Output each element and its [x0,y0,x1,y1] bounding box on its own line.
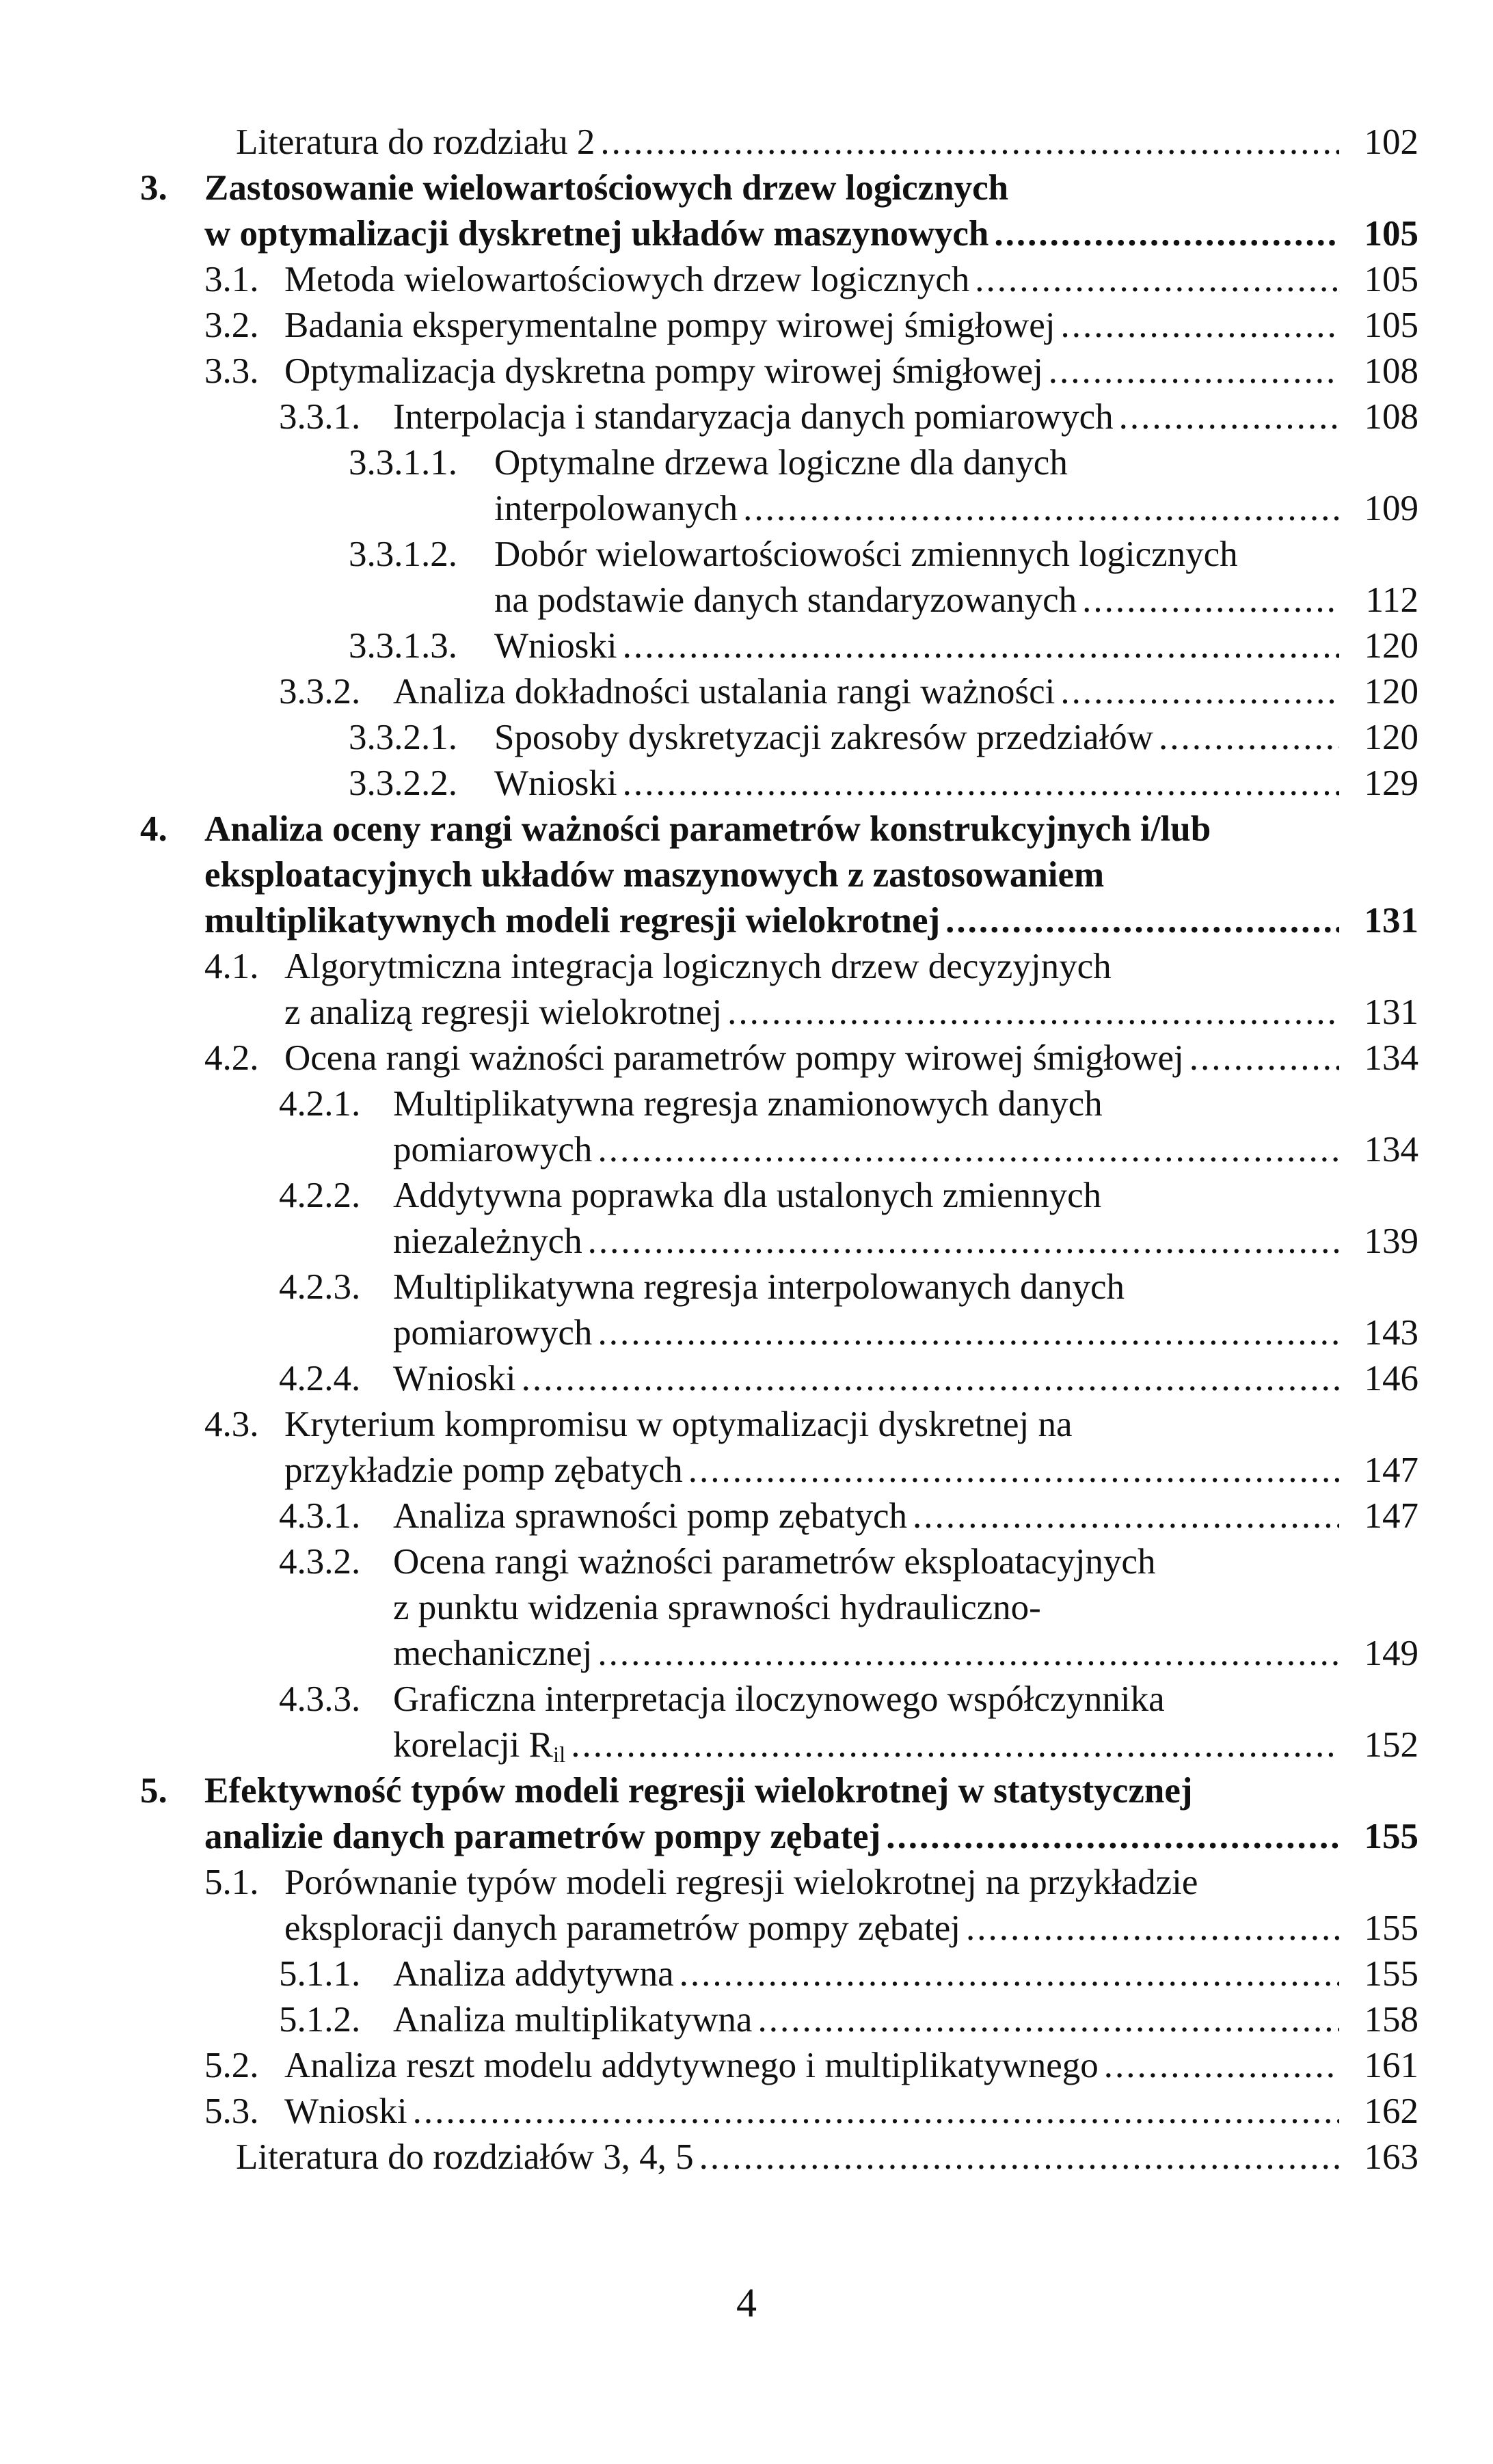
toc-line [140,1539,1418,1585]
toc-page-number: 120 [1364,626,1418,666]
toc-number: 4.2.2. [279,1176,361,1215]
leader-dots [994,211,1339,257]
toc-number: 3.3.2.2. [349,763,457,803]
toc-line [140,1310,1418,1356]
toc-line [140,1860,1418,1906]
toc-page-number: 131 [1364,901,1418,940]
toc-page-number: 129 [1364,763,1418,803]
toc-line [140,1768,1418,1814]
leader-dots [975,257,1339,303]
toc-number: 3.3. [204,351,259,391]
toc-line [140,440,1418,486]
toc-chapter-3 [140,165,1418,257]
toc-entry-3-3-2 [140,669,1418,715]
toc-title: Optymalizacja dyskretna pompy wirowej śmigłowej [284,351,1043,391]
toc-entry-3-1 [140,257,1418,303]
toc-line [140,944,1418,990]
table-of-contents [140,120,1418,2180]
toc-number: 5.3. [204,2091,259,2131]
toc-title: eksploatacyjnych układów maszynowych z zastosowaniem [204,855,1105,895]
toc-title: pomiarowych [393,1313,593,1353]
toc-number: 3.3.1.1. [349,443,457,483]
toc-title: Zastosowanie wielowartościowych drzew logicznych [204,168,1009,208]
toc-line [140,394,1418,440]
toc-title: Literatura do rozdziału 2 [236,122,595,162]
leader-dots [522,1356,1339,1402]
toc-number: 5.2. [204,2046,259,2085]
toc-title: Analiza sprawności pomp zębatych [393,1496,908,1536]
toc-entry-4-2 [140,1035,1418,1081]
toc-page-number: 120 [1364,672,1418,712]
toc-line [140,1631,1418,1677]
toc-line [140,211,1418,257]
leader-dots [1159,715,1339,761]
toc-title: Optymalne drzewa logiczne dla danych [494,443,1068,483]
toc-line [140,715,1418,761]
toc-title: na podstawie danych standaryzowanych [494,580,1077,620]
toc-number: 3.3.1.3. [349,626,457,666]
toc-number: 5.1. [204,1863,259,1902]
leader-dots [623,623,1339,669]
toc-title: Interpolacja i standaryzacja danych pomiarowych [393,397,1114,437]
toc-title: Metoda wielowartościowych drzew logicznych [284,260,970,299]
toc-page-number: 143 [1364,1313,1418,1353]
toc-line [140,1677,1418,1722]
toc-number: 5.1.1. [279,1954,361,1994]
toc-title: przykładzie pomp zębatych [284,1450,683,1490]
toc-title: Badania eksperymentalne pompy wirowej śmigłowej [284,306,1055,345]
toc-title: Wnioski [494,763,617,803]
toc-number: 4.3.2. [279,1542,361,1582]
toc-number: 4.2. [204,1038,259,1078]
toc-number: 4.2.3. [279,1267,361,1307]
page-number: 4 [736,2280,757,2325]
toc-page-number: 105 [1364,306,1418,345]
toc-number: 4.1. [204,947,259,986]
leader-dots [1060,669,1339,715]
toc-entry-5-1 [140,1860,1418,1951]
toc-title: multiplikatywnych modeli regresji wielokrotnej [204,901,941,940]
toc-page-number: 108 [1364,397,1418,437]
leader-dots [680,1951,1339,1997]
toc-page-number: 155 [1364,1908,1418,1948]
toc-number: 5. [140,1771,167,1811]
leader-dots [597,1631,1339,1677]
toc-entry-4-2-2 [140,1173,1418,1264]
toc-title: eksploracji danych parametrów pompy zębatej [284,1908,960,1948]
toc-number: 3.3.2.1. [349,718,457,757]
toc-title: Graficzna interpretacja iloczynowego współczynnika [393,1679,1165,1719]
leader-dots [688,1448,1339,1493]
toc-number: 3.3.1. [279,397,361,437]
toc-entry-4-3-3 [140,1677,1418,1768]
toc-title: Analiza reszt modelu addytywnego i multiplikatywnego [284,2046,1099,2085]
subscript: il [553,1743,566,1768]
toc-entry-5-1-1 [140,1951,1418,1997]
toc-page-number: 105 [1364,260,1418,299]
toc-line [140,2043,1418,2089]
toc-chapter-4 [140,807,1418,944]
toc-entry-5-2 [140,2043,1418,2089]
toc-page-number: 134 [1364,1038,1418,1078]
toc-line [140,1585,1418,1631]
toc-page-number: 163 [1364,2137,1418,2177]
toc-entry-literatura-3-4-5 [140,2135,1418,2180]
toc-line [140,807,1418,852]
toc-title: korelacji $R_{il}$ [393,1725,566,1768]
toc-line [140,578,1418,623]
toc-entry-3-3-1-3 [140,623,1418,669]
leader-dots [597,1310,1339,1356]
toc-line [140,532,1418,578]
toc-line [140,1493,1418,1539]
leader-dots [886,1814,1339,1860]
toc-line [140,120,1418,165]
toc-line [140,1997,1418,2043]
leader-dots [600,120,1339,165]
toc-line [140,2089,1418,2135]
leader-dots [1189,1035,1339,1081]
toc-line [140,1356,1418,1402]
toc-page-number: 105 [1364,214,1418,254]
toc-title: Wnioski [393,1359,516,1398]
toc-line [140,1081,1418,1127]
leader-dots [571,1722,1339,1768]
toc-number: 3.2. [204,306,259,345]
toc-number: 4.3.1. [279,1496,361,1536]
toc-line [140,990,1418,1035]
toc-title: Porównanie typów modeli regresji wielokrotnej na przykładzie [284,1863,1198,1902]
toc-page-number: 134 [1364,1130,1418,1169]
toc-entry-4-2-4 [140,1356,1418,1402]
toc-title: analizie danych parametrów pompy zębatej [204,1817,881,1856]
toc-line [140,1951,1418,1997]
toc-title: niezależnych [393,1221,582,1261]
toc-entry-4-3-2 [140,1539,1418,1677]
toc-title: Algorytmiczna integracja logicznych drzew decyzyjnych [284,947,1112,986]
toc-page-number: 152 [1364,1725,1418,1765]
toc-line [140,1264,1418,1310]
toc-line [140,1448,1418,1493]
toc-line [140,1814,1418,1860]
toc-line [140,2135,1418,2180]
toc-page-number: 139 [1364,1221,1418,1261]
toc-title: interpolowanych [494,489,738,528]
toc-title: w optymalizacji dyskretnej układów maszynowych [204,214,989,254]
toc-page-number: 112 [1365,580,1418,620]
toc-number: 4.3. [204,1405,259,1444]
toc-line [140,1402,1418,1448]
toc-number: 3.1. [204,260,259,299]
leader-dots [1049,349,1339,394]
toc-title: Ocena rangi ważności parametrów pompy wirowej śmigłowej [284,1038,1184,1078]
toc-entry-4-2-3 [140,1264,1418,1356]
toc-line [140,1035,1418,1081]
toc-entry-4-1 [140,944,1418,1035]
toc-number: 4.2.4. [279,1359,361,1398]
toc-line [140,669,1418,715]
toc-line [140,349,1418,394]
leader-dots [1119,394,1339,440]
leader-dots [1082,578,1339,623]
toc-line [140,898,1418,944]
toc-entry-3-3-1 [140,394,1418,440]
toc-number: 3. [140,168,167,208]
toc-title: Efektywność typów modeli regresji wielokrotnej w statystycznej [204,1771,1193,1811]
toc-title: Analiza addytywna [393,1954,674,1994]
toc-line [140,852,1418,898]
leader-dots [945,898,1339,944]
toc-page-number: 155 [1364,1817,1418,1856]
toc-line [140,486,1418,532]
toc-entry-4-3 [140,1402,1418,1493]
toc-page-number: 109 [1364,489,1418,528]
leader-dots [1060,303,1339,349]
toc-title: Ocena rangi ważności parametrów eksploatacyjnych [393,1542,1156,1582]
toc-title: Analiza multiplikatywna [393,2000,753,2040]
leader-dots [413,2089,1339,2135]
toc-line [140,1127,1418,1173]
leader-dots [743,486,1339,532]
toc-page-number: 147 [1364,1450,1418,1490]
toc-page-number: 161 [1364,2046,1418,2085]
toc-page-number: 158 [1364,2000,1418,2040]
toc-entry-5-1-2 [140,1997,1418,2043]
toc-page-number: 155 [1364,1954,1418,1994]
toc-title: Addytywna poprawka dla ustalonych zmiennych [393,1176,1102,1215]
toc-entry-3-3-2-2 [140,761,1418,807]
toc-line [140,623,1418,669]
toc-entry-3-3-1-2 [140,532,1418,623]
toc-line [140,1173,1418,1219]
toc-entry-3-3-2-1 [140,715,1418,761]
toc-number: 4.2.1. [279,1084,361,1124]
toc-page-number: 102 [1364,122,1418,162]
leader-dots [1104,2043,1339,2089]
toc-title: Multiplikatywna regresja znamionowych danych [393,1084,1103,1124]
toc-line [140,1219,1418,1264]
leader-dots [699,2135,1339,2180]
toc-chapter-5 [140,1768,1418,1860]
toc-page-number: 146 [1364,1359,1418,1398]
toc-number: 3.3.1.2. [349,534,457,574]
toc-number: 5.1.2. [279,2000,361,2040]
leader-dots [623,761,1339,807]
toc-title: Multiplikatywna regresja interpolowanych danych [393,1267,1125,1307]
toc-line [140,303,1418,349]
toc-entry-4-2-1 [140,1081,1418,1173]
toc-title: Sposoby dyskretyzacji zakresów przedziałów [494,718,1153,757]
toc-number: 4.3.3. [279,1679,361,1719]
toc-page-number: 149 [1364,1634,1418,1673]
toc-page-number: 131 [1364,992,1418,1032]
toc-title: z punktu widzenia sprawności hydrauliczno- [393,1588,1041,1627]
toc-entry-4-3-1 [140,1493,1418,1539]
toc-title: pomiarowych [393,1130,593,1169]
toc-line [140,761,1418,807]
toc-title: Analiza oceny rangi ważności parametrów konstrukcyjnych i/lub [204,809,1211,849]
toc-number: 4. [140,809,167,849]
toc-number: 3.3.2. [279,672,361,712]
toc-title: Analiza dokładności ustalania rangi ważności [393,672,1055,712]
toc-line [140,1722,1418,1768]
toc-page-number: 147 [1364,1496,1418,1536]
leader-dots [757,1997,1339,2043]
toc-page-number: 162 [1364,2091,1418,2131]
toc-title: Wnioski [494,626,617,666]
leader-dots [597,1127,1339,1173]
toc-entry-5-3 [140,2089,1418,2135]
leader-dots [966,1906,1339,1951]
leader-dots [588,1219,1339,1264]
toc-line [140,165,1418,211]
leader-dots [727,990,1339,1035]
toc-line [140,1906,1418,1951]
toc-title: Wnioski [284,2091,407,2131]
toc-entry-literatura-2 [140,120,1418,165]
leader-dots [913,1493,1339,1539]
toc-line [140,257,1418,303]
toc-page-number: 120 [1364,718,1418,757]
toc-entry-3-2 [140,303,1418,349]
toc-title: mechanicznej [393,1634,593,1673]
toc-entry-3-3-1-1 [140,440,1418,532]
toc-title: Literatura do rozdziałów 3, 4, 5 [236,2137,694,2177]
toc-title: Dobór wielowartościowości zmiennych logicznych [494,534,1238,574]
toc-title: Kryterium kompromisu w optymalizacji dyskretnej na [284,1405,1073,1444]
toc-title: z analizą regresji wielokrotnej [284,992,723,1032]
toc-entry-3-3 [140,349,1418,394]
toc-page-number: 108 [1364,351,1418,391]
